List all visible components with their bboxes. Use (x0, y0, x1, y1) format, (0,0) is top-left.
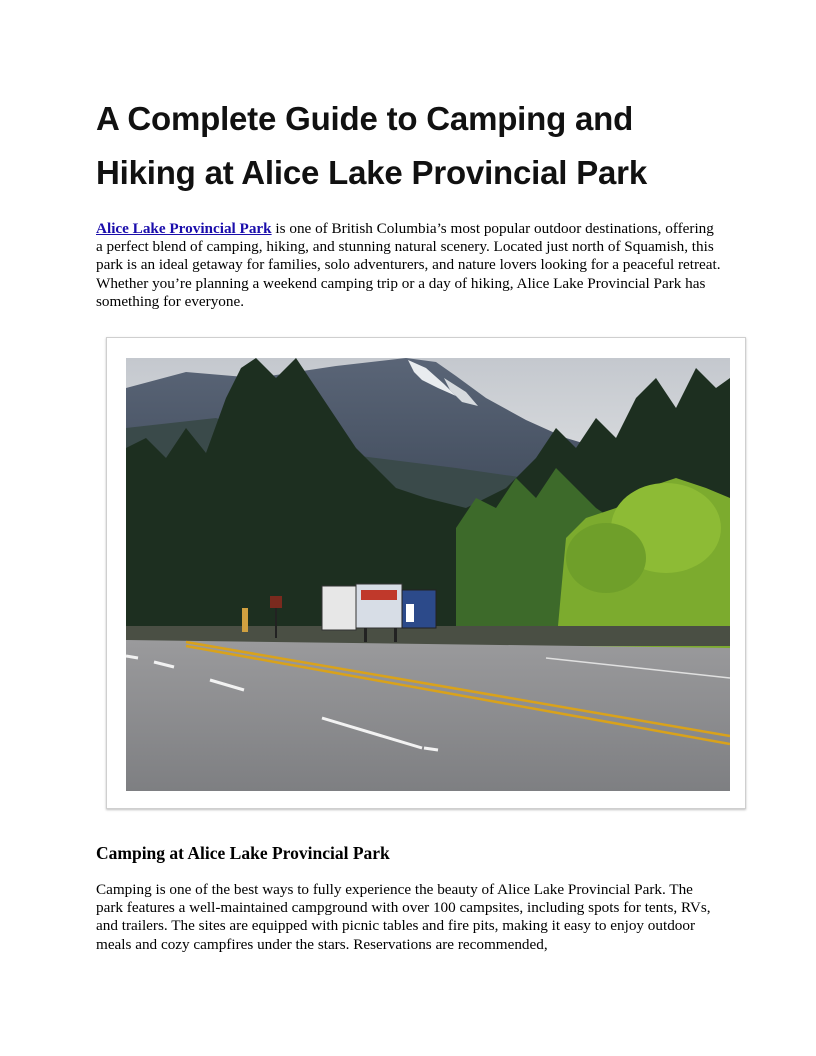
section-heading: Camping at Alice Lake Provincial Park (96, 843, 390, 863)
billboard-post (364, 628, 367, 642)
lane-dash-5 (424, 748, 438, 750)
section-paragraph: Camping is one of the best ways to fully experience the beauty of Alice Lake Provincial Park. The park features a well-maintained campground with over 100 campsites, including spots for tents, RVs, and trailers. The sites are equipped with picnic tables and fire pits, making it easy to enjoy outdoor meals and cozy campfires under the stars. Reservations are recommended, (96, 881, 711, 953)
tree-canopy-2 (566, 523, 646, 593)
lane-dash (126, 656, 138, 658)
photo-frame (106, 337, 746, 809)
highway-forest-mountain-photo (126, 358, 730, 791)
photo-illustration (126, 358, 730, 791)
highway-road (126, 640, 730, 791)
small-sign (270, 596, 282, 608)
intro-text: is one of British Columbia’s most popular outdoor destinations, offering a perfect blend of camping, hiking, and stunning natural scenery. Located just north of Squamish, this park is an ideal getaway for families, solo adventurers, and nature lovers looking for a peaceful retreat. Whether you’re planning a weekend camping trip or a day of hiking, Alice Lake Provincial Park has something for everyone. (96, 220, 721, 310)
article-title: A Complete Guide to Camping and Hiking at Alice Lake Provincial Park (96, 100, 647, 191)
billboard-1 (322, 586, 356, 630)
billboard-post-2 (394, 628, 397, 642)
marker-post (242, 608, 248, 632)
intro-paragraph (96, 220, 722, 311)
billboard-2-banner (361, 590, 397, 600)
sign-post (275, 608, 277, 638)
park-link[interactable]: Alice Lake Provincial Park (96, 220, 272, 237)
billboard-3-figure (406, 604, 414, 622)
